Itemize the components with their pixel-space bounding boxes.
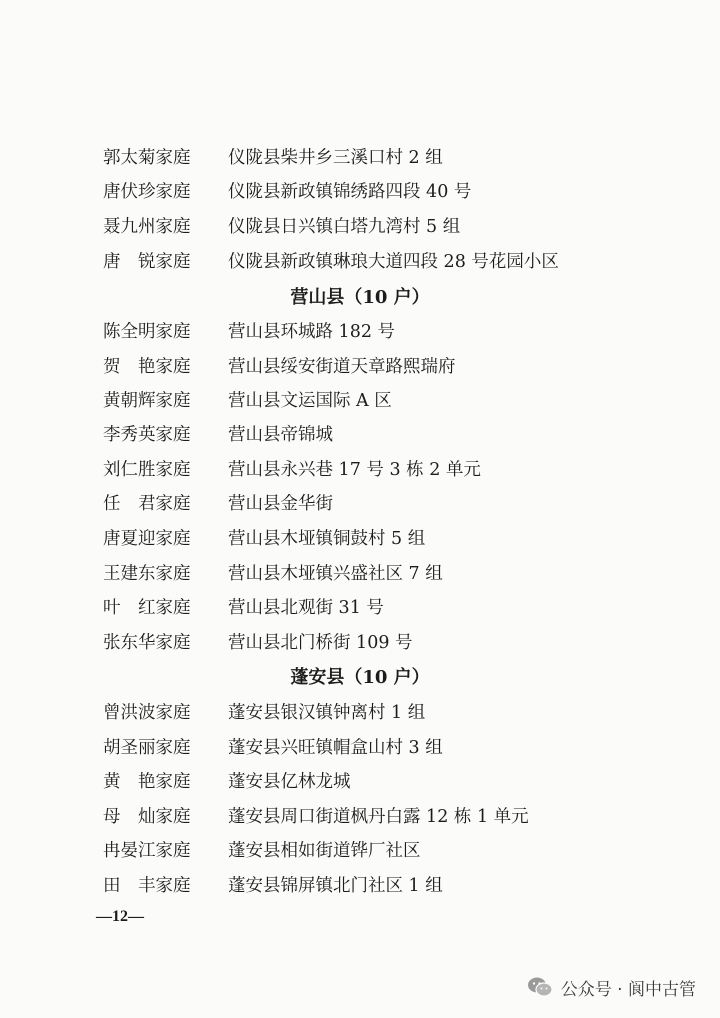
family-name: 李秀英家庭: [103, 425, 191, 445]
family-name: 唐 锐家庭: [103, 252, 191, 272]
watermark-text: 公众号 · 阆中古管: [560, 979, 696, 1000]
family-name: 任 君家庭: [103, 494, 191, 514]
family-name: 叶 红家庭: [103, 598, 191, 618]
family-name: 陈全明家庭: [103, 322, 191, 342]
list-item: [0, 834, 720, 868]
family-name: 黄 艳家庭: [103, 772, 191, 792]
family-address: 营山县北门桥街 109 号: [228, 633, 413, 653]
family-address: 营山县北观街 31 号: [228, 598, 384, 618]
wechat-icon: [527, 976, 553, 998]
list-item: [0, 731, 720, 765]
family-address: 营山县金华街: [228, 494, 333, 514]
family-address: 蓬安县亿林龙城: [228, 772, 351, 792]
list-item: [0, 869, 720, 903]
family-address: 营山县永兴巷 17 号 3 栋 2 单元: [228, 460, 481, 480]
family-address: 营山县环城路 182 号: [228, 322, 396, 342]
family-name: 唐伏珍家庭: [103, 182, 191, 202]
family-address: 蓬安县银汉镇钟离村 1 组: [228, 703, 426, 723]
family-address: 营山县木垭镇兴盛社区 7 组: [228, 564, 443, 584]
family-address: 蓬安县周口街道枫丹白露 12 栋 1 单元: [228, 807, 529, 827]
list-item: [0, 350, 720, 384]
list-item: [0, 141, 720, 175]
list-item: [0, 315, 720, 349]
list-item: [0, 418, 720, 452]
family-address: 蓬安县兴旺镇帽盒山村 3 组: [228, 738, 443, 758]
list-item: [0, 626, 720, 660]
page-number: —12—: [96, 908, 144, 925]
family-name: 郭太菊家庭: [103, 148, 191, 168]
family-name: 曾洪波家庭: [103, 703, 191, 723]
list-item: [0, 557, 720, 591]
family-name: 张东华家庭: [103, 633, 191, 653]
family-name: 母 灿家庭: [103, 807, 191, 827]
section-heading: 蓬安县（10 户）: [290, 667, 430, 688]
list-item: [0, 800, 720, 834]
list-item: [0, 175, 720, 209]
family-address: 仪陇县新政镇琳琅大道四段 28 号花园小区: [228, 252, 559, 272]
family-address: 仪陇县新政镇锦绣路四段 40 号: [228, 182, 472, 202]
family-address: 蓬安县相如街道铧厂社区: [228, 841, 421, 861]
family-name: 刘仁胜家庭: [103, 460, 191, 480]
family-name: 田 丰家庭: [103, 876, 191, 896]
family-name: 聂九州家庭: [103, 217, 191, 237]
family-address: 营山县帝锦城: [228, 425, 333, 445]
family-name: 黄朝辉家庭: [103, 391, 191, 411]
family-address: 蓬安县锦屏镇北门社区 1 组: [228, 876, 443, 896]
family-name: 胡圣丽家庭: [103, 738, 191, 758]
family-name: 贺 艳家庭: [103, 357, 191, 377]
family-address: 仪陇县日兴镇白塔九湾村 5 组: [228, 217, 461, 237]
list-item: [0, 384, 720, 418]
family-name: 冉晏江家庭: [103, 841, 191, 861]
watermark: [527, 972, 696, 1002]
list-item: [0, 245, 720, 279]
family-address: 营山县木垭镇铜鼓村 5 组: [228, 529, 426, 549]
list-item: [0, 487, 720, 521]
list-item: [0, 453, 720, 487]
family-address: 仪陇县柴井乡三溪口村 2 组: [228, 148, 443, 168]
list-item: [0, 522, 720, 556]
list-item: [0, 591, 720, 625]
list-item: [0, 696, 720, 730]
family-name: 唐夏迎家庭: [103, 529, 191, 549]
family-address: 营山县绥安街道天章路熙瑞府: [228, 357, 456, 377]
family-name: 王建东家庭: [103, 564, 191, 584]
list-item: [0, 210, 720, 244]
family-address: 营山县文运国际 A 区: [228, 391, 392, 411]
list-item: [0, 765, 720, 799]
section-heading: 营山县（10 户）: [290, 287, 430, 308]
